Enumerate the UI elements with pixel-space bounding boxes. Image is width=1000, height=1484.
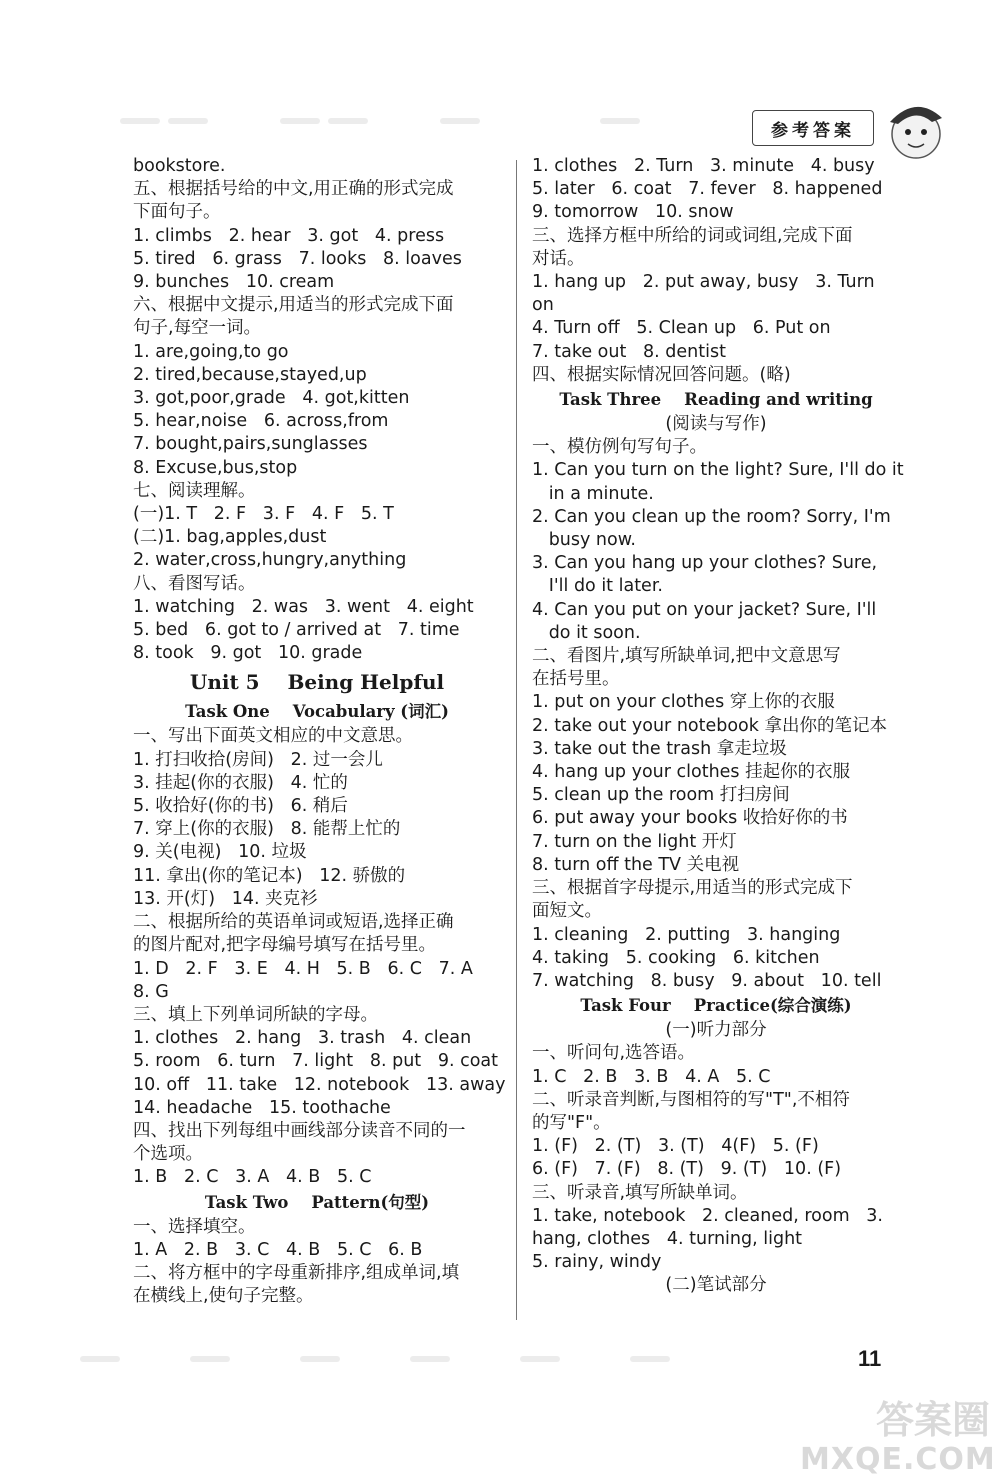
answer-line: 的写"F"。	[532, 1112, 611, 1133]
answer-line: 一、写出下面英文相应的中文意思。	[133, 726, 413, 747]
answer-line: 句子,每空一词。	[133, 318, 262, 339]
answer-line: 3. take out the trash 拿走垃圾	[532, 738, 787, 759]
answer-line: 7. 穿上(你的衣服) 8. 能帮上忙的	[133, 819, 401, 840]
answer-line: 5. rainy, windy	[532, 1252, 662, 1273]
answer-line: 三、选择方框中所给的词或词组,完成下面	[532, 225, 853, 246]
watermark-url: MXQE.COM	[800, 1442, 996, 1477]
task-heading: Task Two Pattern(句型)	[204, 1192, 430, 1212]
answer-line: 1. Can you turn on the light? Sure, I'll do it	[532, 460, 904, 481]
answer-line: 二、听录音判断,与图相符的写"T",不相符	[532, 1089, 850, 1110]
task-heading: Task One Vocabulary (词汇)	[185, 702, 449, 722]
answer-line: 3. Can you hang up your clothes? Sure,	[532, 553, 878, 574]
section-subheading: (阅读与写作)	[665, 414, 767, 435]
answer-line: 五、根据括号给的中文,用正确的形式完成	[133, 179, 454, 200]
watermark	[800, 1398, 996, 1480]
answer-line: 在括号里。	[532, 669, 620, 690]
answer-line: 二、根据所给的英语单词或短语,选择正确	[133, 912, 454, 933]
top-decoration	[280, 118, 368, 130]
answer-line: 7. take out 8. dentist	[532, 341, 726, 362]
answer-line: 4. hang up your clothes 挂起你的衣服	[532, 762, 851, 783]
section-subheading: (二)笔试部分	[665, 1275, 767, 1296]
answer-line: I'll do it later.	[532, 576, 663, 597]
task-heading: Task Three Reading and writing	[559, 390, 873, 410]
answer-line: 5. hear,noise 6. across,from	[133, 411, 389, 432]
top-decoration	[440, 118, 480, 130]
left-column	[133, 155, 506, 1308]
answer-line: 1. take, notebook 2. cleaned, room 3.	[532, 1205, 883, 1226]
task-heading: Task Four Practice(综合演练)	[580, 996, 852, 1016]
answer-line: 对话。	[532, 248, 585, 269]
top-decoration	[120, 118, 208, 130]
answer-line: 个选项。	[133, 1144, 203, 1165]
answer-line: 一、听问句,选答语。	[532, 1043, 696, 1064]
answer-line: (一)1. T 2. F 3. F 4. F 5. T	[133, 504, 394, 525]
answer-line: 6. (F) 7. (F) 8. (T) 9. (T) 10. (F)	[532, 1159, 842, 1180]
answer-line: 11. 拿出(你的笔记本) 12. 骄傲的	[133, 865, 406, 886]
answer-line: 5. clean up the room 打扫房间	[532, 785, 790, 806]
answer-line: 的图片配对,把字母编号填写在括号里。	[133, 935, 437, 956]
answer-line: hang, clothes 4. turning, light	[532, 1228, 803, 1249]
answer-line: 1. clothes 2. Turn 3. minute 4. busy	[532, 156, 875, 176]
answer-line: 2. tired,because,stayed,up	[133, 364, 367, 385]
column-divider	[516, 160, 517, 1320]
answer-line: 9. tomorrow 10. snow	[532, 202, 734, 223]
answer-line: 一、模仿例句写句子。	[532, 437, 707, 458]
header-tag: 参考答案	[752, 110, 874, 146]
answer-line: 4. Can you put on your jacket? Sure, I'll	[532, 599, 877, 620]
answer-line: 5. room 6. turn 7. light 8. put 9. coat	[133, 1051, 499, 1072]
answer-line: 8. Excuse,bus,stop	[133, 457, 298, 478]
answer-line: 三、根据首字母提示,用适当的形式完成下	[532, 878, 853, 899]
answer-line: 7. bought,pairs,sunglasses	[133, 434, 368, 455]
answer-line: 1. D 2. F 3. E 4. H 5. B 6. C 7. A	[133, 958, 473, 979]
answer-line: 8. took 9. got 10. grade	[133, 643, 363, 664]
answer-line: 8. turn off the TV 关电视	[532, 854, 740, 875]
answer-line: in a minute.	[532, 483, 654, 504]
answer-line: 1. cleaning 2. putting 3. hanging	[532, 924, 841, 945]
bottom-decoration	[80, 1356, 670, 1362]
right-column	[532, 155, 904, 1298]
answer-line: 3. got,poor,grade 4. got,kitten	[133, 388, 410, 409]
answer-line: 4. Turn off 5. Clean up 6. Put on	[532, 318, 831, 339]
answer-line: 二、看图片,填写所缺单词,把中文意思写	[532, 646, 841, 667]
answer-line: 七、阅读理解。	[133, 480, 256, 501]
answer-line: 2. Can you clean up the room? Sorry, I'm	[532, 506, 891, 527]
answer-line: (二)1. bag,apples,dust	[133, 527, 327, 548]
answer-line: 八、看图写话。	[133, 573, 256, 594]
watermark-title: 答案圈	[875, 1398, 990, 1442]
answer-line: 8. G	[133, 981, 169, 1002]
answer-line: 3. 挂起(你的衣服) 4. 忙的	[133, 772, 348, 793]
answer-line: 一、选择填空。	[133, 1216, 256, 1237]
answer-line: 1. B 2. C 3. A 4. B 5. C	[133, 1167, 372, 1188]
answer-line: 10. off 11. take 12. notebook 13. away	[133, 1074, 506, 1095]
answer-line: 1. climbs 2. hear 3. got 4. press	[133, 225, 445, 246]
answer-line: 1. put on your clothes 穿上你的衣服	[532, 692, 835, 713]
section-subheading: (一)听力部分	[665, 1020, 767, 1041]
answer-line: on	[532, 295, 554, 316]
answer-line: 三、听录音,填写所缺单词。	[532, 1182, 748, 1203]
page-number: 11	[858, 1346, 882, 1371]
top-decoration	[600, 118, 640, 130]
answer-line: 1. clothes 2. hang 3. trash 4. clean	[133, 1028, 472, 1049]
answer-line: 4. taking 5. cooking 6. kitchen	[532, 947, 820, 968]
answer-line: 四、根据实际情况回答问题。(略)	[532, 364, 791, 385]
answer-line: 在横线上,使句子完整。	[133, 1286, 314, 1307]
answer-line: 5. tired 6. grass 7. looks 8. loaves	[133, 248, 462, 269]
answer-line: busy now.	[532, 530, 636, 551]
answer-line: 2. water,cross,hungry,anything	[133, 550, 407, 571]
unit-heading: Unit 5 Being Helpful	[189, 670, 445, 695]
answer-line: 7. watching 8. busy 9. about 10. tell	[532, 970, 882, 991]
answer-line: 二、将方框中的字母重新排序,组成单词,填	[133, 1262, 460, 1283]
answer-line: 1. are,going,to go	[133, 341, 289, 362]
answer-line: 下面句子。	[133, 202, 221, 223]
mascot-icon	[878, 92, 954, 164]
answer-line: bookstore.	[133, 156, 226, 176]
answer-line: 1. hang up 2. put away, busy 3. Turn	[532, 272, 875, 293]
answer-line: do it soon.	[532, 622, 641, 643]
answer-line: 6. put away your books 收拾好你的书	[532, 808, 848, 829]
answer-line: 13. 开(灯) 14. 夹克衫	[133, 888, 318, 909]
answer-line: 六、根据中文提示,用适当的形式完成下面	[133, 295, 454, 316]
answer-line: 2. take out your notebook 拿出你的笔记本	[532, 715, 887, 736]
answer-line: 1. watching 2. was 3. went 4. eight	[133, 596, 474, 617]
answer-line: 面短文。	[532, 901, 602, 922]
answer-line: 四、找出下列每组中画线部分读音不同的一	[133, 1120, 466, 1141]
answer-line: 7. turn on the light 开灯	[532, 831, 737, 852]
answer-line: 9. bunches 10. cream	[133, 272, 335, 293]
answer-line: 5. 收拾好(你的书) 6. 稍后	[133, 796, 348, 817]
answer-line: 14. headache 15. toothache	[133, 1097, 391, 1118]
answer-line: 1. C 2. B 3. B 4. A 5. C	[532, 1066, 771, 1087]
answer-line: 1. (F) 2. (T) 3. (T) 4(F) 5. (F)	[532, 1136, 819, 1157]
answer-line: 9. 关(电视) 10. 垃圾	[133, 842, 307, 863]
answer-line: 5. later 6. coat 7. fever 8. happened	[532, 179, 883, 200]
answer-line: 1. A 2. B 3. C 4. B 5. C 6. B	[133, 1239, 423, 1260]
answer-line: 5. bed 6. got to / arrived at 7. time	[133, 620, 460, 641]
answer-line: 三、填上下列单词所缺的字母。	[133, 1004, 378, 1025]
answer-line: 1. 打扫收拾(房间) 2. 过一会儿	[133, 749, 383, 770]
